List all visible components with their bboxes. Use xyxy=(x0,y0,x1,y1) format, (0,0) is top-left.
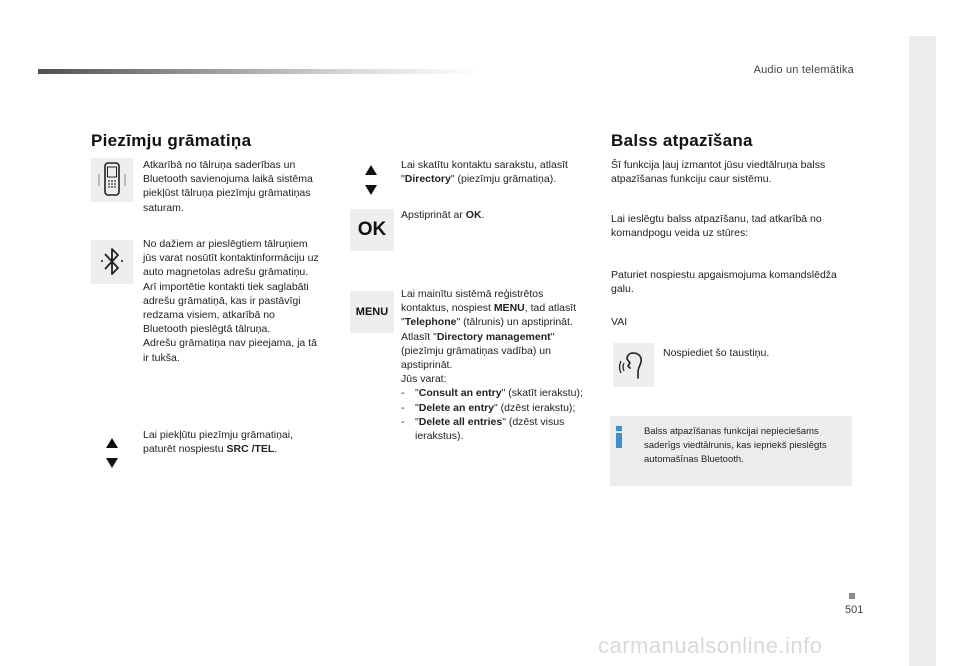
watermark: carmanualsonline.info xyxy=(598,633,823,658)
page-marker xyxy=(849,593,855,599)
paragraph-voice-intro: Šī funkcija ļauj izmantot jūsu viedtālruņa balss atpazīšanas funkciju caur sistēmu. xyxy=(611,159,826,186)
up-down-arrows-icon xyxy=(356,163,386,197)
info-icon xyxy=(614,426,624,448)
paragraph-voice-activate: Lai ieslēgtu balss atpazīšanu, tad atkarībā no komandpogu veida uz stūres: xyxy=(611,213,822,240)
src-tel-label: SRC /TEL xyxy=(226,443,275,456)
paragraph-voice-stalk: Paturiet nospiestu apgaismojuma komandslēdža galu. xyxy=(611,269,837,296)
paragraph-src-tel: Lai piekļūtu piezīmju grāmatiņai, paturēt nospiestu SRC /TEL. xyxy=(143,429,293,456)
list-item: - "Consult an entry" (skatīt ierakstu); xyxy=(401,387,583,400)
info-note-text: Balss atpazīšanas funkcijai nepieciešams saderīgs viedtālrunis, kas iepriekš pieslēgts automašīnas Bluetooth. xyxy=(644,426,827,465)
or-label: VAI xyxy=(611,316,628,328)
paragraph-bluetooth-contacts: No dažiem ar pieslēgtiem tālruņiem jūs varat nosūtīt kontaktinformāciju uz auto magnetolas adrešu grāmatiņu. Arī importētie kontakti tiek saglabāti adrešu grāmatiņā, kas ir pastāvīgi redzama visiem, atkarībā no Bluetooth pieslēgtā tālruņa. Adrešu grāmatiņa nav pieejama, ja tā ir tukša. xyxy=(143,238,319,364)
list-item: - "Delete an entry" (dzēst ierakstu); xyxy=(401,401,576,414)
page-number: 501 xyxy=(845,604,864,616)
list-item: - "Delete all entries" (dzēst visus ierakstus). xyxy=(401,415,565,443)
paragraph-press-button: Nospiediet šo taustiņu. xyxy=(663,347,770,359)
paragraph-view-contacts: Lai skatītu kontaktu sarakstu, atlasīt "Directory" (piezīmju grāmatiņa). xyxy=(401,159,568,186)
side-strip xyxy=(909,36,936,666)
paragraph-directory-access: Atkarībā no tālruņa saderības un Bluetooth savienojuma laikā sistēma piekļūst tālruņa piezīmju grāmatiņas saturam. xyxy=(143,159,313,214)
phone-icon xyxy=(91,158,133,202)
ok-button-icon: OK xyxy=(350,209,394,251)
voice-command-icon xyxy=(613,343,654,387)
header-gradient-bar xyxy=(38,69,478,74)
up-down-arrows-icon xyxy=(97,436,127,470)
bluetooth-icon xyxy=(91,240,133,284)
paragraph-edit-contacts: Lai mainītu sistēmā reģistrētos kontaktus, nospiest MENU, tad atlasīt "Telephone" (tālrunis) un apstiprināt. Atlasīt "Directory management" (piezīmju grāmatiņas vadība) un apstiprināt. Jūs varat: - "Consult an entry" (skatīt ierakstu); - "Delete an entry" (dzēst ierakstu); - "Delete all entries" (dzēst visus ierakstus). xyxy=(401,287,591,443)
menu-button-icon: MENU xyxy=(350,291,394,333)
section-title-voice: Balss atpazīšana xyxy=(611,131,753,150)
paragraph-confirm-ok: Apstiprināt ar OK. xyxy=(401,209,485,221)
section-title-directory: Piezīmju grāmatiņa xyxy=(91,131,252,150)
header-title: Audio un telemātika xyxy=(753,64,854,76)
